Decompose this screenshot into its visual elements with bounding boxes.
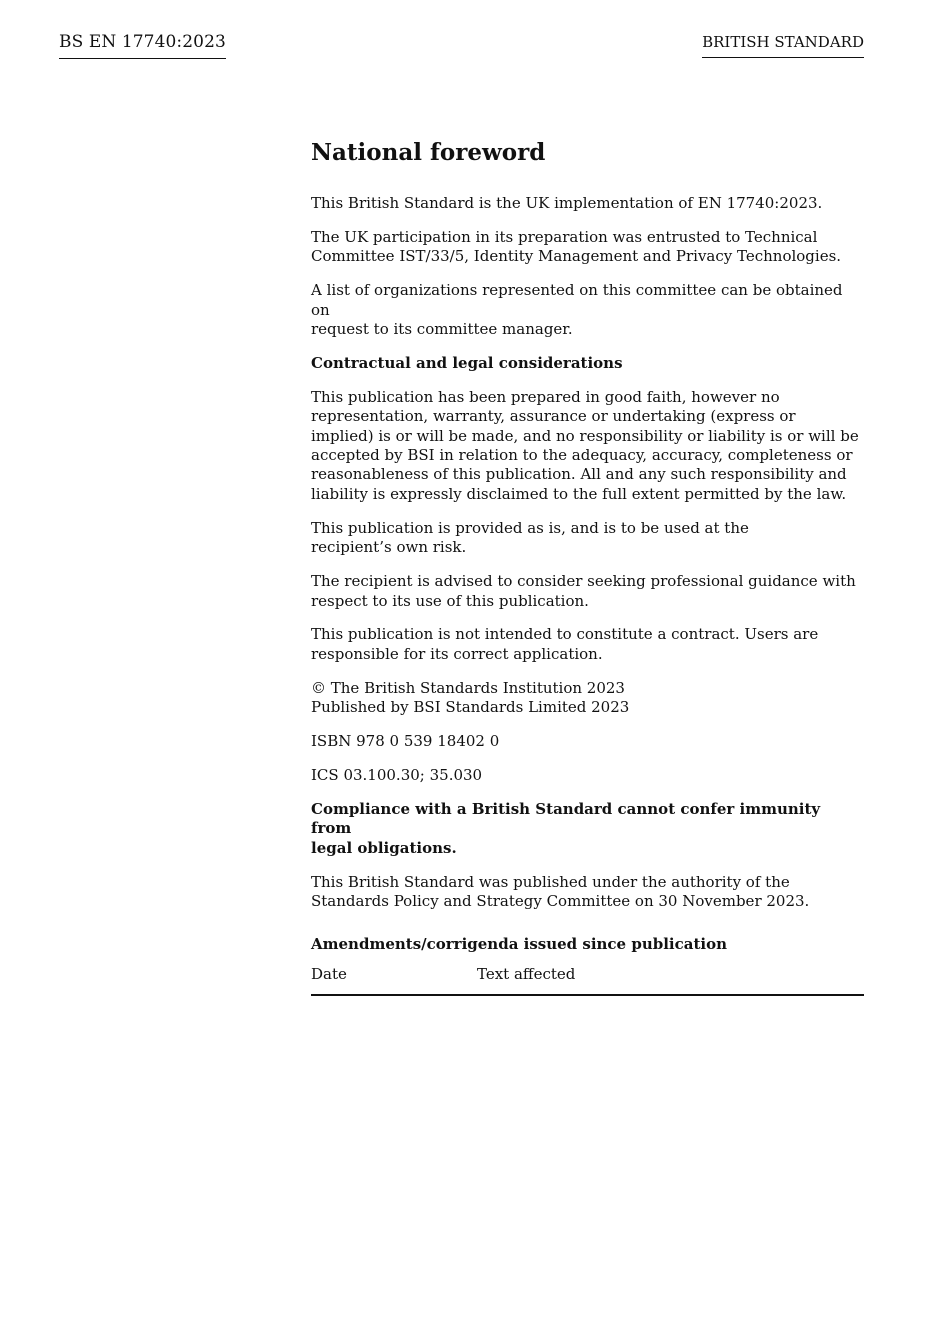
text-line: This publication is not intended to constitute a contract. Users are — [311, 625, 819, 644]
text-line: This British Standard was published under the authority of the — [311, 872, 790, 891]
text-line: ISBN 978 0 539 18402 0 — [311, 732, 500, 751]
text-line: recipient’s own risk. — [311, 538, 467, 557]
guidance-paragraph — [311, 572, 864, 611]
text-line: The UK participation in its preparation was entrusted to Technical — [311, 227, 818, 246]
amendments-table — [311, 965, 864, 996]
text-line: The recipient is advised to consider seeking professional guidance with — [311, 572, 856, 591]
copyright-notice — [311, 679, 864, 718]
text-line: A list of organizations represented on this committee can be obtained on — [311, 281, 843, 319]
text-line: ICS 03.100.30; 35.030 — [311, 765, 483, 784]
text-line: Standards Policy and Strategy Committee on 30 November 2023. — [311, 891, 810, 910]
text-line: responsible for its correct application. — [311, 644, 603, 663]
text-line: liability is expressly disclaimed to the full extent permitted by the law. — [311, 484, 847, 503]
text-line: representation, warranty, assurance or undertaking (express or — [311, 407, 796, 426]
foreword-section — [311, 138, 864, 996]
compliance-notice — [311, 800, 864, 858]
text-line: Compliance with a British Standard cannot confer immunity from — [311, 799, 821, 838]
text-line: Contractual and legal considerations — [311, 353, 623, 372]
contractual-heading — [311, 354, 864, 373]
contract-paragraph — [311, 625, 864, 664]
text-line: This British Standard is the UK implementation of EN 17740:2023. — [311, 194, 823, 212]
text-line: reasonableness of this publication. All and any such responsibility and — [311, 465, 847, 484]
text-line: This publication has been prepared in good faith, however no — [311, 387, 780, 406]
ics-code — [311, 766, 864, 785]
good-faith-paragraph — [311, 388, 864, 504]
page-title: National foreword — [311, 139, 546, 166]
text-line: implied) is or will be made, and no responsibility or liability is or will be — [311, 426, 859, 445]
amendments-heading: Amendments/corrigenda issued since publication — [311, 935, 727, 954]
document-type: BRITISH STANDARD — [702, 32, 864, 58]
text-line: This publication is provided as is, and is to be used at the — [311, 518, 749, 537]
isbn — [311, 732, 864, 751]
text-line: Committee IST/33/5, Identity Management and Privacy Technologies. — [311, 247, 842, 266]
table-header-row — [311, 965, 864, 995]
text-line: Published by BSI Standards Limited 2023 — [311, 698, 630, 717]
participation-paragraph — [311, 228, 864, 267]
text-line: legal obligations. — [311, 838, 457, 857]
column-header-date: Date — [311, 965, 477, 995]
text-line: © The British Standards Institution 2023 — [311, 678, 625, 697]
as-is-paragraph — [311, 519, 864, 558]
authority-paragraph — [311, 873, 864, 912]
column-header-text-affected: Text affected — [477, 965, 864, 995]
text-line: accepted by BSI in relation to the adequacy, accuracy, completeness or — [311, 446, 853, 465]
implementation-paragraph — [311, 194, 864, 213]
committee-list-paragraph — [311, 281, 864, 339]
text-line: respect to its use of this publication. — [311, 591, 589, 610]
document-id: BS EN 17740:2023 — [59, 31, 226, 59]
text-line: request to its committee manager. — [311, 320, 573, 339]
